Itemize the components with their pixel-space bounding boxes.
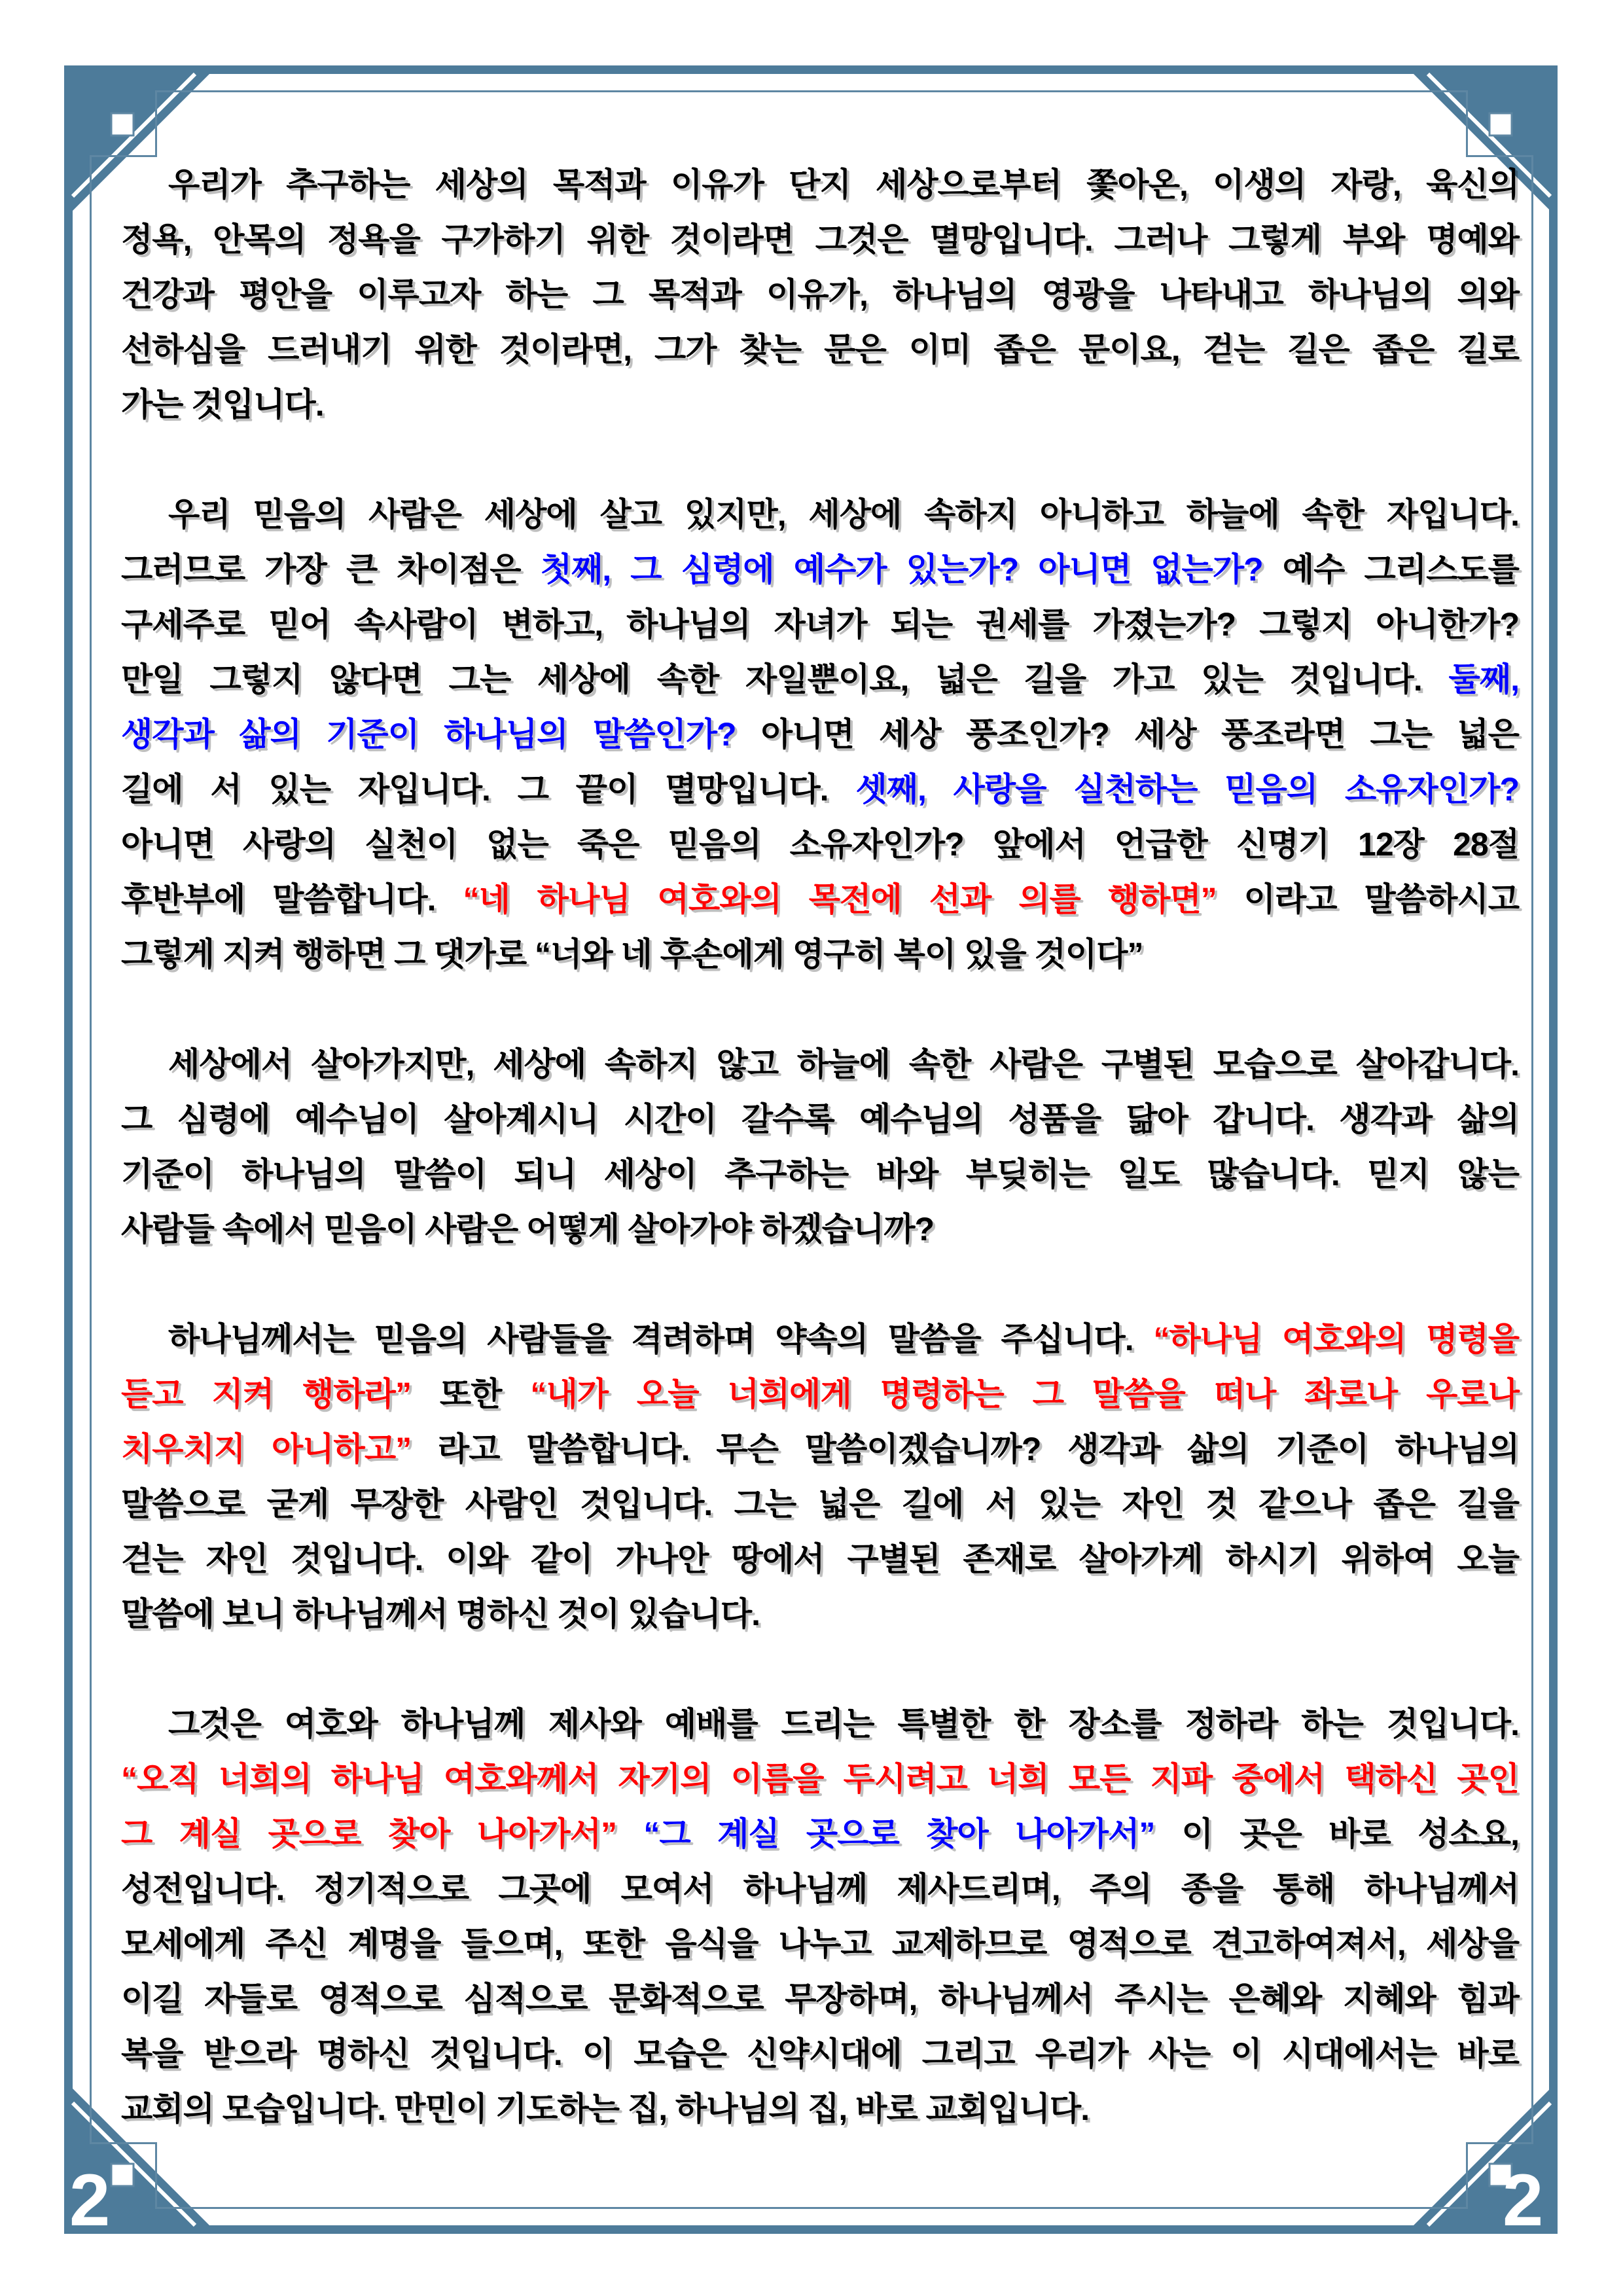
text-line	[121, 1916, 1519, 1971]
text-line	[121, 1037, 1519, 1092]
body-text: 정욕, 안목의 정욕을 구가하기 위한 것이라면 그것은 멸망입니다. 그러나 그렇게 부와 명예와	[121, 221, 1519, 258]
body-text: 구세주로 믿어 속사람이 변하고, 하나님의 자녀가 되는 권세를 가졌는가? 그렇지 아니한가?	[121, 606, 1519, 643]
page-number-right: 2	[1503, 2159, 1544, 2241]
text-line	[121, 212, 1519, 267]
body-text: 아니면 사랑의 실천이 없는 죽은 믿음의 소유자인가? 앞에서 언급한 신명기 12장 28절	[121, 826, 1519, 863]
text-line	[121, 1751, 1519, 1806]
body-text: 성전입니다. 정기적으로 그곳에 모여서 하나님께 제사드리며, 주의 종을 통해 하나님께서	[121, 1871, 1519, 1907]
text-line	[121, 542, 1519, 597]
text-line	[121, 817, 1519, 872]
text-line	[121, 157, 1519, 212]
body-text: 라고 말씀합니다. 무슨 말씀이겠습니까? 생각과 삶의 기준이 하나님의	[411, 1431, 1519, 1467]
body-text: 이라고 말씀하시고	[1216, 881, 1520, 918]
text-line	[121, 1422, 1519, 1477]
body-text: 모세에게 주신 계명을 들으며, 또한 음식을 나누고 교제하므로 영적으로 견고하여져서, 세상을	[121, 1926, 1519, 1962]
text-line	[121, 1806, 1519, 1861]
text-line	[121, 1092, 1519, 1147]
text-line	[121, 1147, 1519, 1202]
highlight-red-text: “오직 너희의 하나님 여호와께서 자기의 이름을 두시려고 너희 모든 지파 중에서 택하신 곳인	[121, 1761, 1519, 1797]
highlight-blue-text: 첫째, 그 심령에 예수가 있는가? 아니면 없는가?	[540, 551, 1263, 588]
text-line	[121, 707, 1519, 762]
body-text: 예수 그리스도를	[1262, 551, 1519, 588]
body-text: 기준이 하나님의 말씀이 되니 세상이 추구하는 바와 부딪히는 일도 많습니다. 믿지 않는	[121, 1156, 1519, 1193]
body-text: 길에 서 있는 자입니다. 그 끝이 멸망입니다.	[121, 771, 856, 808]
highlight-blue-text: 둘째,	[1448, 661, 1519, 698]
body-text: 그러므로 가장 큰 차이점은	[121, 551, 541, 588]
text-line	[121, 1312, 1519, 1367]
text-line	[121, 2026, 1519, 2081]
body-text: 우리가 추구하는 세상의 목적과 이유가 단지 세상으로부터 쫓아온, 이생의 자랑, 육신의	[168, 166, 1519, 203]
highlight-red-text: 듣고 지켜 행하라”	[121, 1376, 411, 1412]
highlight-red-text: “하나님 여호와의 명령을	[1153, 1321, 1519, 1357]
body-text: 그것은 여호와 하나님께 제사와 예배를 드리는 특별한 한 장소를 정하라 하는 것입니다.	[168, 1706, 1519, 1742]
text-line	[121, 1587, 1519, 1641]
body-text: 선하심을 드러내기 위한 것이라면, 그가 찾는 문은 이미 좁은 문이요, 걷는 길은 좁은 길로	[121, 331, 1519, 368]
highlight-blue-text: “그 계실 곳으로 찾아 나아가서”	[643, 1816, 1155, 1852]
text-line	[121, 1532, 1519, 1587]
body-text: 교회의 모습입니다. 만민이 기도하는 집, 하나님의 집, 바로 교회입니다.	[121, 2090, 1090, 2127]
paragraph-gap	[121, 432, 1519, 487]
text-line	[121, 267, 1519, 322]
body-text: 하나님께서는 믿음의 사람들을 격려하며 약속의 말씀을 주십니다.	[168, 1321, 1154, 1357]
highlight-red-text: 그 계실 곳으로 찾아 나아가서”	[121, 1816, 616, 1852]
body-text: 가는 것입니다.	[121, 386, 324, 423]
inner-frame-line-bottom	[260, 2207, 1363, 2209]
body-text: 이 곳은 바로 성소요,	[1154, 1816, 1519, 1852]
highlight-blue-text: 생각과 삶의 기준이 하나님의 말씀인가?	[121, 716, 736, 753]
body-text: 이길 자들로 영적으로 심적으로 문화적으로 무장하며, 하나님께서 주시는 은혜와 지혜와 힘과	[121, 1981, 1519, 2017]
text-line	[121, 377, 1519, 432]
body-text	[616, 1816, 643, 1852]
text-line	[121, 322, 1519, 377]
body-text: 그 심령에 예수님이 살아계시니 시간이 갈수록 예수님의 성품을 닮아 갑니다. 생각과 삶의	[121, 1101, 1519, 1138]
body-text: 후반부에 말씀합니다.	[121, 881, 463, 918]
text-line	[121, 652, 1519, 707]
highlight-red-text: 치우치지 아니하고”	[121, 1431, 412, 1467]
text-line	[121, 597, 1519, 652]
text-line	[121, 927, 1519, 982]
text-line	[121, 1477, 1519, 1532]
paragraph-gap	[121, 1257, 1519, 1312]
text-line	[121, 1202, 1519, 1257]
text-line	[121, 487, 1519, 542]
inner-frame-line-left	[90, 262, 92, 2037]
paragraph-gap	[121, 982, 1519, 1037]
text-line	[121, 762, 1519, 817]
highlight-red-text: “네 하나님 여호와의 목전에 선과 의를 행하면”	[463, 881, 1217, 918]
text-line	[121, 2081, 1519, 2136]
paragraph-gap	[121, 1641, 1519, 1696]
body-text: 사람들 속에서 믿음이 사람은 어떻게 살아가야 하겠습니까?	[121, 1211, 935, 1247]
text-line	[121, 1367, 1519, 1422]
text-line	[121, 872, 1519, 927]
highlight-blue-text: 셋째, 사랑을 실천하는 믿음의 소유자인가?	[855, 771, 1519, 808]
text-line	[121, 1861, 1519, 1916]
body-text: 아니면 세상 풍조인가? 세상 풍조라면 그는 넓은	[736, 716, 1519, 753]
body-text: 말씀에 보니 하나님께서 명하신 것이 있습니다.	[121, 1596, 760, 1632]
inner-frame-line-right	[1531, 262, 1533, 2037]
document-body	[121, 157, 1519, 2136]
body-text: 말씀으로 굳게 무장한 사람인 것입니다. 그는 넓은 길에 서 있는 자인 것 같으나 좁은 길을	[121, 1486, 1519, 1522]
body-text: 그렇게 지켜 행하면 그 댓가로 “너와 네 후손에게 영구히 복이 있을 것이다”	[121, 936, 1143, 973]
text-line	[121, 1971, 1519, 2026]
body-text: 우리 믿음의 사람은 세상에 살고 있지만, 세상에 속하지 아니하고 하늘에 속한 자입니다.	[168, 496, 1519, 533]
body-text: 걷는 자인 것입니다. 이와 같이 가나안 땅에서 구별된 존재로 살아가게 하시기 위하여 오늘	[121, 1541, 1519, 1577]
text-line	[121, 1696, 1519, 1751]
body-text: 복을 받으라 명하신 것입니다. 이 모습은 신약시대에 그리고 우리가 사는 이 시대에서는 바로	[121, 2036, 1519, 2072]
inner-frame-line-top	[260, 90, 1363, 92]
body-text: 건강과 평안을 이루고자 하는 그 목적과 이유가, 하나님의 영광을 나타내고 하나님의 의와	[121, 276, 1519, 313]
page-number-left: 2	[69, 2159, 111, 2241]
body-text: 만일 그렇지 않다면 그는 세상에 속한 자일뿐이요, 넓은 길을 가고 있는 것입니다.	[121, 661, 1449, 698]
highlight-red-text: “내가 오늘 너희에게 명령하는 그 말씀을 떠나 좌로나 우로나	[530, 1376, 1519, 1412]
body-text: 세상에서 살아가지만, 세상에 속하지 않고 하늘에 속한 사람은 구별된 모습으로 살아갑니다.	[168, 1046, 1519, 1083]
body-text: 또한	[410, 1376, 531, 1412]
